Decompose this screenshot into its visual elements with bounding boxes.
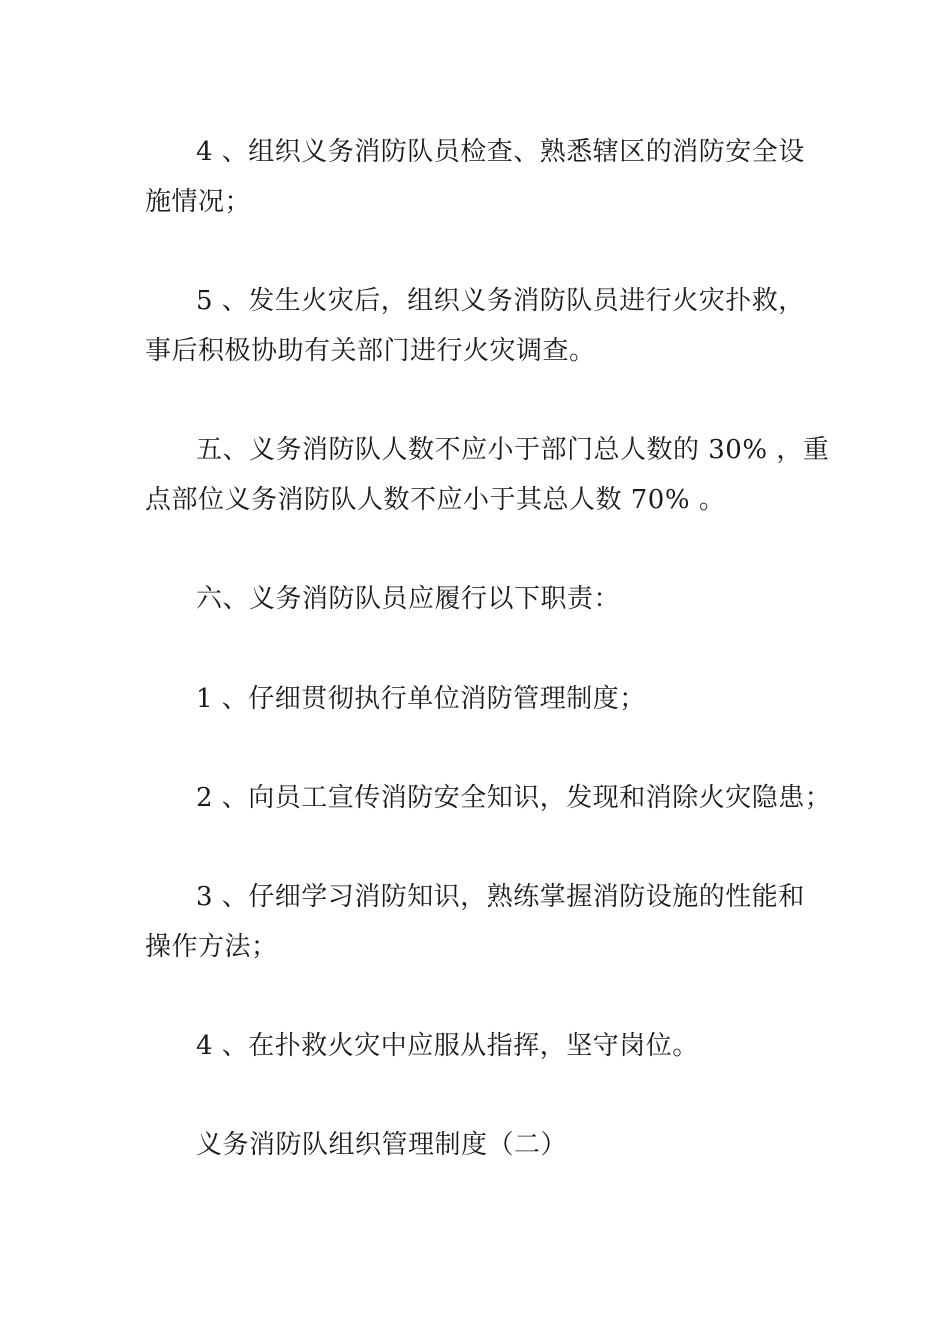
paragraph-line: 操作方法；	[145, 932, 278, 962]
paragraph-line: 5 、发生火灾后，组织义务消防队员进行火灾扑救，	[196, 286, 805, 316]
paragraph-line: 事后积极协助有关部门进行火灾调查。	[145, 336, 596, 366]
paragraph-line: 4 、组织义务消防队员检查、熟悉辖区的消防安全设	[196, 137, 805, 167]
paragraph-line: 2 、向员工宣传消防安全知识，发现和消除火灾隐患；	[196, 783, 832, 813]
paragraph-line: 4 、在扑救火灾中应服从指挥，坚守岗位。	[196, 1031, 699, 1061]
paragraph-line: 点部位义务消防队人数不应小于其总人数 70% 。	[145, 485, 726, 515]
section-heading: 义务消防队组织管理制度（二）	[196, 1130, 568, 1160]
paragraph-line: 五、义务消防队人数不应小于部门总人数的 30% ，重	[196, 435, 830, 465]
paragraph-line: 3 、仔细学习消防知识，熟练掌握消防设施的性能和	[196, 882, 805, 912]
paragraph-line: 施情况；	[145, 187, 252, 217]
paragraph-line: 六、义务消防队员应履行以下职责：	[196, 584, 621, 614]
paragraph-line: 1 、仔细贯彻执行单位消防管理制度；	[196, 684, 646, 714]
